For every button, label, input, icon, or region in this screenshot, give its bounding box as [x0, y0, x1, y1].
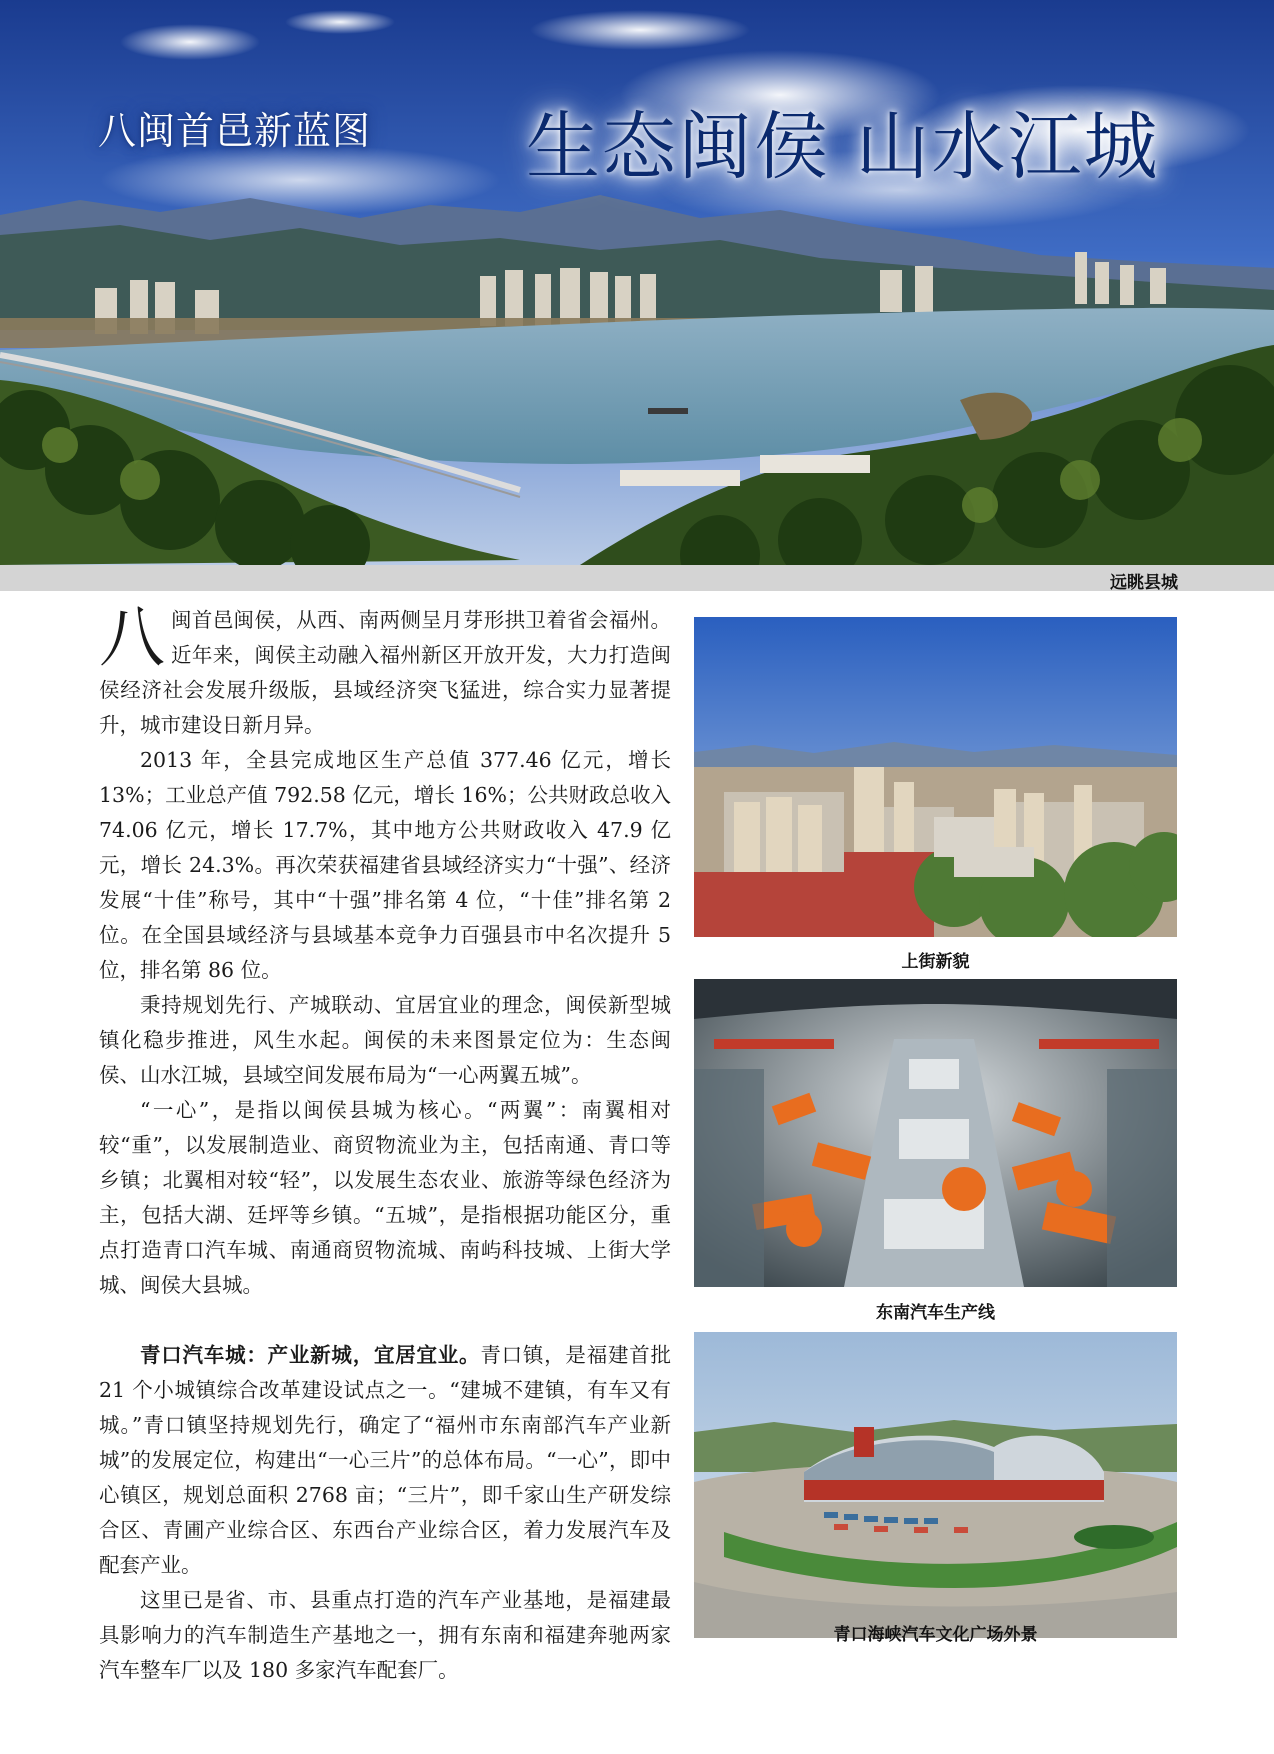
hero-banner [0, 0, 1274, 565]
paragraph-qingkou [99, 1338, 671, 1583]
hero-caption: 远眺县城 [1110, 573, 1178, 593]
hero-headline: 生态闽侯 山水江城 [526, 104, 1160, 190]
photo-shangjie [694, 617, 1177, 937]
drop-cap: 八 [99, 599, 165, 676]
photo-assembly-line [694, 979, 1177, 1287]
paragraph-intro-text: 闽首邑闽侯，从西、南两侧呈月芽形拱卫着省会福州。近年来，闽侯主动融入福州新区开放开发，大力打造闽侯经济社会发展升级版，县域经济突飞猛进，综合实力显著提升，城市建设日新月异。 [99, 608, 671, 737]
paragraph-layout: “一心”，是指以闽侯县城为核心。“两翼”：南翼相对较“重”，以发展制造业、商贸物流业为主，包括南通、青口等乡镇；北翼相对较“轻”，以发展生态农业、旅游等绿色经济为主，包括大湖、廷坪等乡镇。“五城”，是指根据功能区分，重点打造青口汽车城、南通商贸物流城、南屿科技城、上街大学城、闽侯大县城。 [99, 1098, 671, 1297]
paragraph-qingkou-text: 青口镇，是福建首批 21 个小城镇综合改革建设试点之一。“建城不建镇，有车又有城。”青口镇坚持规划先行，确定了“福州市东南部汽车产业新城”的发展定位，构建出“一心三片”的总体布局。“一心”，即中心镇区，规划总面积 2768 亩；“三片”，即千家山生产研发综合区、青圃产业综合区、东西台产业综合区，着力发展汽车及配套产业。 [99, 1343, 672, 1577]
section-lead: 青口汽车城：产业新城，宜居宜业。 [140, 1343, 481, 1367]
hero-panorama-photo [0, 0, 1274, 565]
paragraph-intro [99, 599, 671, 743]
paragraph-auto-base: 这里已是省、市、县重点打造的汽车产业基地，是福建最具影响力的汽车制造生产基地之一，拥有东南和福建奔驰两家汽车整车厂以及 180 多家汽车配套厂。 [99, 1588, 671, 1682]
paragraph-planning: 秉持规划先行、产城联动、宜居宜业的理念，闽侯新型城镇化稳步推进，风生水起。闽侯的未来图景定位为：生态闽侯、山水江城，县域空间发展布局为“一心两翼五城”。 [99, 993, 671, 1087]
photo-caption-assembly-line: 东南汽车生产线 [876, 1303, 995, 1323]
hero-caption-bar [0, 565, 1274, 591]
photo-caption-auto-culture-plaza: 青口海峡汽车文化广场外景 [833, 1625, 1038, 1645]
article-body [99, 599, 672, 1688]
paragraph-economy: 2013 年，全县完成地区生产总值 377.46 亿元，增长 13%；工业总产值 792.58 亿元，增长 16%；公共财政总收入 74.06 亿元，增长 17.7%，其中地方公共财政收入 47.9 亿元，增长 24.3%。再次荣获福建省县域经济实力“十强”、经济发展“十佳”称号，其中“十强”排名第 4 位，“十佳”排名第 2 位。在全国县域经济与县域基本竞争力百强县市中名次提升 5 位，排名第 86 位。 [99, 748, 671, 982]
hero-kicker: 八闽首邑新蓝图 [98, 109, 372, 153]
photo-caption-shangjie: 上街新貌 [901, 952, 970, 972]
photo-auto-culture-plaza [694, 1332, 1177, 1638]
